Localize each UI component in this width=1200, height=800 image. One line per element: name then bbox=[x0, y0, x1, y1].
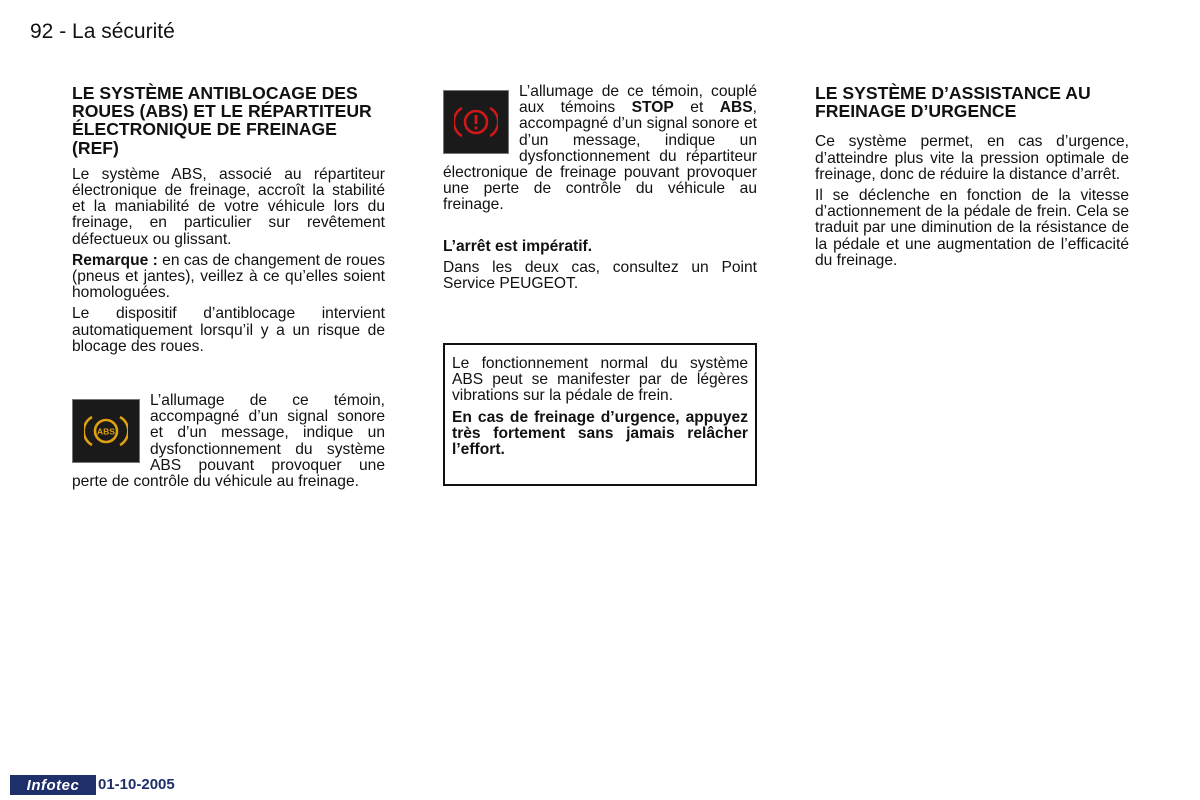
page-header: 92 - La sécurité bbox=[30, 20, 175, 43]
column-afu bbox=[815, 84, 1129, 269]
afu-paragraph-2: Il se déclenche en fonction de la vitesse d’actionnement de la pédale de frein. Cela se traduit par une diminution de la résistance de la pédale et une augmentation de l’efficacité du freinage. bbox=[815, 187, 1129, 269]
footer-date: 01-10-2005 bbox=[98, 776, 175, 793]
brake-symbol-icon bbox=[454, 104, 498, 140]
afu-paragraph-1: Ce système permet, en cas d’urgence, d’atteindre plus vite la pression optimale de freinage, donc de réduire la distance d’arrêt. bbox=[815, 133, 1129, 183]
remarque-text: en cas de changement de roues (pneus et jantes), veillez à ce qu’elles soient homologuées. bbox=[72, 251, 385, 302]
arret-imperatif: L’arrêt est impératif. bbox=[443, 237, 593, 255]
abs-warning-text: L’allumage de ce témoin, accompagné d’un signal sonore et d’un message, indique un dysfonctionnement du système ABS pouvant provoquer une perte de contrôle du véhicule au freinage. bbox=[72, 392, 385, 491]
column-abs bbox=[72, 84, 385, 490]
abs-warning-icon bbox=[72, 399, 140, 463]
column-ref bbox=[443, 84, 757, 292]
brake-warning-icon bbox=[443, 90, 509, 154]
consult-service-text: Dans les deux cas, consultez un Point Service PEUGEOT. bbox=[443, 258, 757, 293]
abs-note-box bbox=[443, 343, 757, 486]
abs-section-title: LE SYSTÈME ANTIBLOCAGE DES ROUES (ABS) ET LE RÉPARTITEUR ÉLECTRONIQUE DE FREINAGE (REF) bbox=[72, 83, 372, 158]
stop-label: STOP bbox=[631, 99, 674, 117]
infotec-logo: Infotec bbox=[10, 775, 96, 795]
abs-remarque bbox=[72, 253, 385, 302]
abs-label: ABS bbox=[719, 99, 753, 117]
ref-text-c: , accompagné d’un signal sonore et d’un message, indique un dysfonctionnement du répartiteur électronique de freinage pouvant provoquer une perte de contrôle du véhicule au freinage. bbox=[443, 99, 757, 214]
ref-text-b: et bbox=[673, 99, 720, 117]
abs-paragraph-3: Le dispositif d’antiblocage intervient automatiquement lorsqu’il y a un risque de blocage des roues. bbox=[72, 305, 385, 355]
abs-icon-text: ABS bbox=[97, 426, 115, 437]
note-paragraph-2: En cas de freinage d’urgence, appuyez très fortement sans jamais relâcher l’effort. bbox=[452, 408, 748, 459]
remarque-label: Remarque : bbox=[72, 251, 158, 269]
afu-section-title: LE SYSTÈME D’ASSISTANCE AU FREINAGE D’URGENCE bbox=[815, 83, 1091, 122]
abs-paragraph-1: Le système ABS, associé au répartiteur électronique de freinage, accroît la stabilité et la maniabilité de votre véhicule lors du freinage, en particulier sur revêtement défectueux ou glissant. bbox=[72, 165, 385, 248]
abs-symbol-icon bbox=[84, 413, 128, 449]
abs-warning-block bbox=[72, 393, 385, 490]
note-paragraph-1: Le fonctionnement normal du système ABS peut se manifester par de légères vibrations sur la pédale de frein. bbox=[452, 355, 748, 405]
ref-text-a: L’allumage de ce témoin, couplé aux témoins bbox=[519, 83, 757, 117]
